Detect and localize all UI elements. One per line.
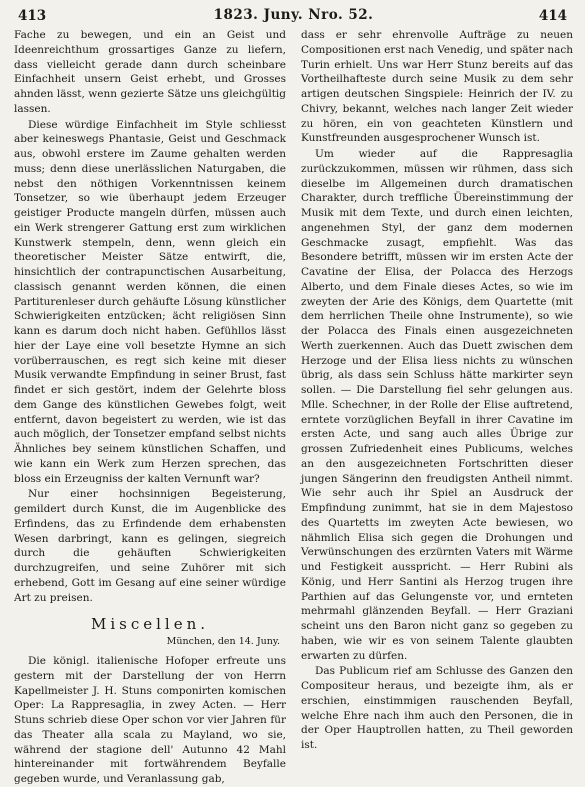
page-number-left: 413 xyxy=(18,8,47,24)
left-paragraph-4: Die königl. italienische Hofoper erfreute uns gestern mit der Darstellung der von Herrn Kapellmeister J. H. Stuns componirten komischen Oper: La Rappresaglia, in zwey Acten. — Herr Stuns schrieb diese Oper schon vor vier Jahren für das Theater alla scala zu Mayland, wo sie, während der stagione dell' Autunno 42 Mahl hintereinander mit fortwährendem Beyfalle gegeben wurde, und Veranlassung gab, xyxy=(14,655,286,785)
page-number-right: 414 xyxy=(538,8,567,24)
section-heading-miscellen: Miscellen. xyxy=(90,615,210,634)
right-paragraph-1: dass er sehr ehrenvolle Aufträge zu neuen Compositionen erst nach Venedig, und später nach Turin erhielt. Uns war Herr Stunz bereits auf das Vortheilhafteste durch seine Musik zu dem sehr artigen deutschen Singspiele: Heinrich der IV. zu Chivry, bekannt, welches nach langer Zeit wieder zu hören, ein von geachteten Künstlern und Kunstfreunden ausgesprochener Wunsch ist. xyxy=(301,29,573,145)
right-column xyxy=(301,28,573,787)
left-column xyxy=(14,28,286,787)
left-paragraph-2: Diese würdige Einfachheit im Style schliesst aber keineswegs Phantasie, Geist und Geschmack aus, obwohl erstere im Zaume gehalten werden muss; denn diese unerlässlichen Naturgaben, die nebst den nöthigen Vorkenntnissen keinem Tonsetzer, so wie überhaupt jedem Erzeuger geistiger Producte mangeln dürfen, müssen auch ein Werk strengerer Gattung erst zum wirklichen Kunstwerk stempeln, denn, wenn gleich ein theoretischer Meister Sätze entwirft, die, hinsichtlich der contrapunctischen Ausarbeitung, classisch genannt werden können, die einen Partiturenleser durch gehäufte Lösung künstlicher Schwierigkeiten entzücken; ächt religiösen Sinn kann es darum doch nicht haben. Gefühllos lässt hier der Laye eine voll besetzte Hymne an sich vorüberrauschen, es regt sich keine mit dieser Musik verwandte Empfindung in seiner Brust, fast findet er sich gestört, indem der Gelehrte bloss dem Gange des künstlichen Gewebes folgt, weit entfernt, davon begeistert zu werden, wie ist das auch möglich, der Tonsetzer empfand selbst nichts Ähnliches bey seinem künstlichen Schaffen, und wie kann ein Werk zum Herzen sprechen, das bloss ein Erzeugniss der kalten Vernunft war? xyxy=(14,118,286,485)
left-paragraph-3: Nur einer hochsinnigen Begeisterung, gemildert durch Kunst, die im Augenblicke des Erfindens, das zu Erfindende dem erhabensten Wesen darbringt, kann es gelingen, siegreich durch die gehäuften Schwierigkeiten durchzugreifen, und seine Zuhörer mit sich erhebend, Gott im Gesang auf eine seiner würdige Art zu preisen. xyxy=(14,488,286,604)
issue-title: 1823. Juny. Nro. 52. xyxy=(213,7,374,23)
right-paragraph-2: Um wieder auf die Rappresaglia zurückzukommen, müssen wir rühmen, dass sich dieselbe im Allgemeinen durch dramatischen Charakter, durch treffliche Übereinstimmung der Musik mit dem Texte, und durch einen leichten, angenehmen Styl, der ganz dem modernen Geschmacke zusagt, empfiehlt. Was das Besondere betrifft, müssen wir im ersten Acte der Cavatine der Elisa, der Polacca des Herzogs Alberto, und dem Finale dieses Actes, so wie im zweyten der Arie des Königs, dem Quartette (mit dem herrlichen Theile ohne Instrumente), so wie der Polacca des Finals einen ausgezeichneten Werth zuerkennen. Auch das Duett zwischen dem Herzoge und der Elisa liess nichts zu wünschen übrig, als dass sein Schluss hätte markirter seyn sollen. — Die Darstellung fiel sehr gelungen aus. Mlle. Schechner, in der Rolle der Elise auftretend, erntete vorzüglichen Beyfall in ihrer Cavatine im ersten Acte, und sang auch alles Übrige zur grossen Zufriedenheit eines Publicums, welches an den ausgezeichneten Fortschritten dieser jungen Sängerinn den freudigsten Antheil nimmt. Wie sehr auch ihr Spiel an Ausdruck der Empfindung zunimmt, hat sie in dem Majestoso des Quartetts im zweyten Acte bewiesen, wo nähmlich Elisa sich gegen die Drohungen und Verwünschungen des erzürnten Vaters mit Wärme und Festigkeit ausspricht. — Herr Rubini als König, und Herr Santini als Herzog trugen ihre Parthien auf das Gelungenste vor, und ernteten mehrmahl glänzenden Beyfall. — Herr Graziani scheint uns den Baron nicht ganz so gegeben zu haben, wie wir es von seinem Talente glaubten erwarten zu dürfen. xyxy=(301,148,573,662)
right-paragraph-3: Das Publicum rief am Schlusse des Ganzen den Compositeur heraus, und bezeigte ihm, als er erschien, einstimmigen rauschenden Beyfall, welche Ehre nach ihm auch den Personen, die in der Oper Hauptrollen hatten, zu Theil geworden ist. xyxy=(301,665,573,751)
left-paragraph-1: Fache zu bewegen, und ein an Geist und Ideenreichthum grossartiges Ganze zu liefern, dass vielleicht gerade dann durch scheinbare Einfachheit unsern Geist erhebt, und Grosses ahnden lässt, wenn gezierte Sätze uns gleichgültig lassen. xyxy=(14,29,286,115)
dateline: München, den 14. Juny. xyxy=(166,636,280,648)
page-header xyxy=(14,6,573,28)
text-columns xyxy=(14,28,573,787)
